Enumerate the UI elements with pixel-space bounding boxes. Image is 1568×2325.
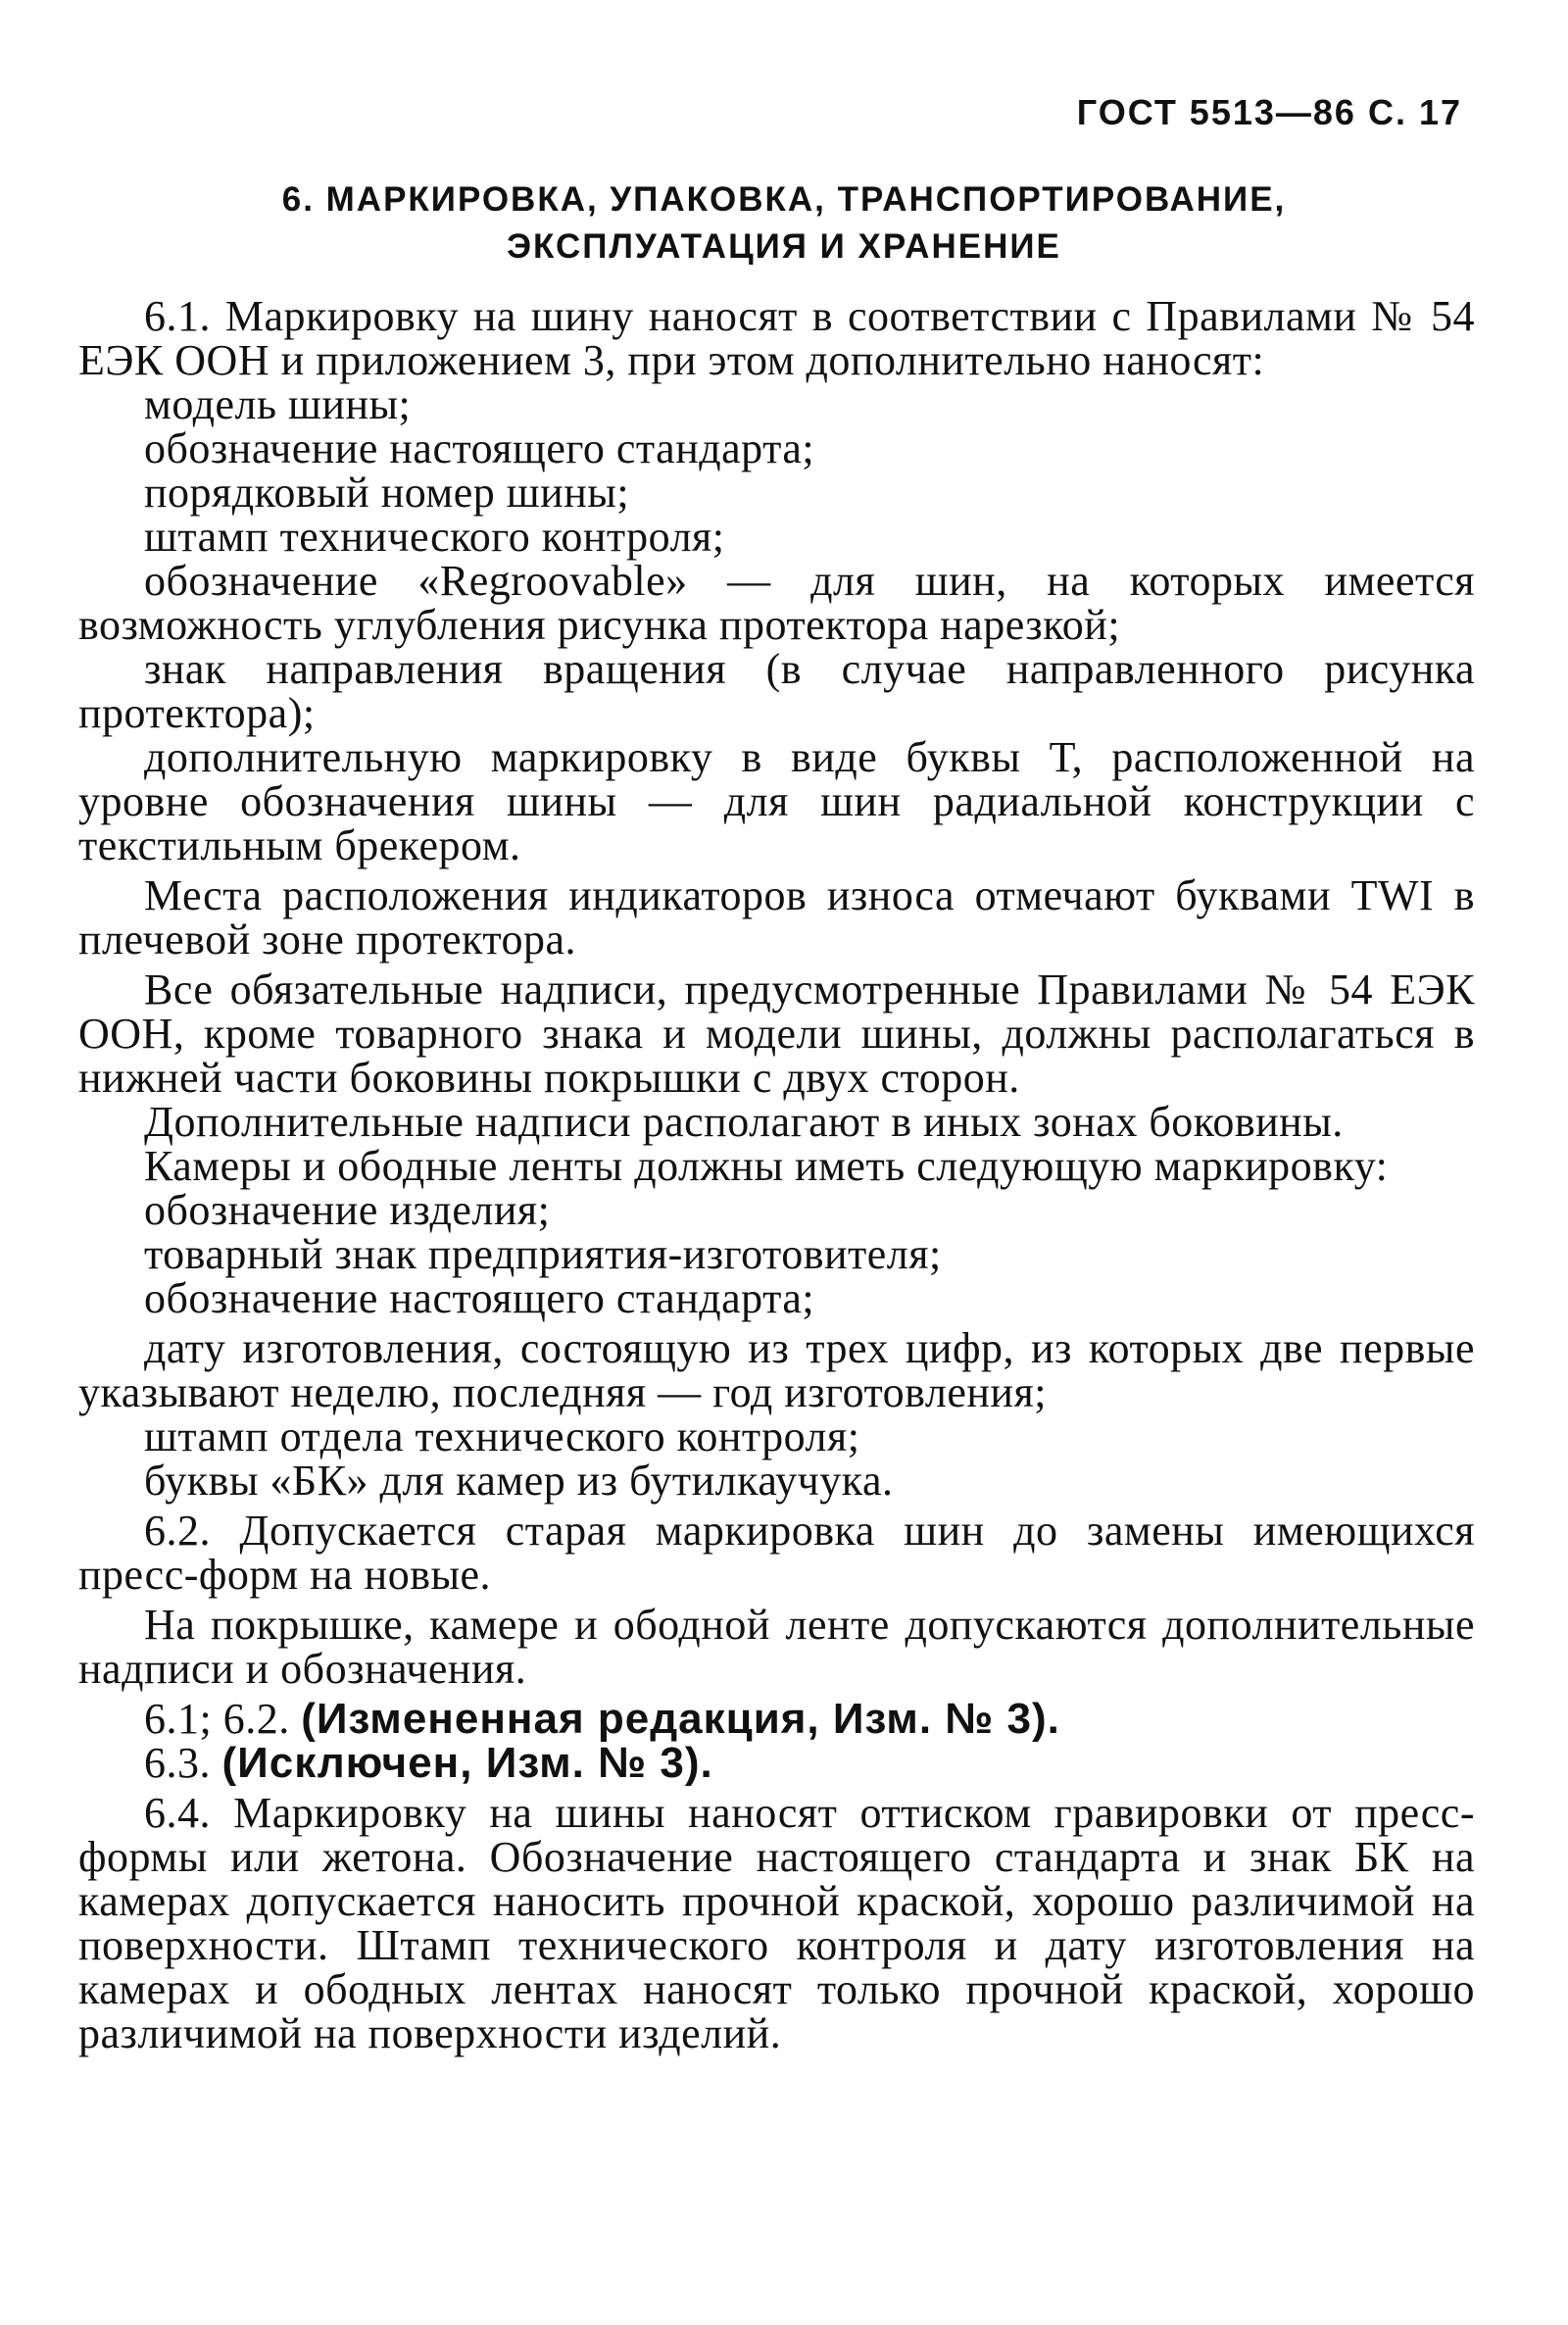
list-item: обозначение изделия; (144, 1186, 551, 1234)
list-item: буквы «БК» для камер из бутилкаучука. (144, 1457, 894, 1505)
paragraph-6-4: 6.4. Маркировку на шины наносят оттиском гравировки от пресс-формы или жетона. Обозначение настоящего стандарта и знак БК на камерах допускается наносить прочной краской, хорошо различимой на поверхности. Штамп технического контроля и дату изготовления на камерах и ободных лентах наносят только прочной краской, хорошо различимой на поверхности изделий. (78, 1789, 1475, 2057)
paragraph: На покрышке, камере и ободной ленте допускаются дополнительные надписи и обозначения. (78, 1601, 1475, 1693)
list-item: обозначение «Regroovable» — для шин, на которых имеется возможность углубления рисунка протектора нарезкой; (78, 557, 1475, 649)
paragraph-6-2: 6.2. Допускается старая маркировка шин до замены имеющихся пресс-форм на новые. (78, 1507, 1475, 1599)
list-item: порядковый номер шины; (144, 469, 630, 517)
amendment-ref-2: 6.3. (144, 1739, 211, 1787)
list-item: знак направления вращения (в случае направленного рисунка протектора); (78, 645, 1475, 737)
amendment-ref-1: 6.1; 6.2. (144, 1695, 290, 1743)
amendment-text-2: (Исключен, Изм. № 3). (221, 1739, 713, 1787)
paragraph: Дополнительные надписи располагают в иных зонах боковины. (144, 1098, 1344, 1146)
list-item: модель шины; (144, 380, 412, 428)
paragraph-6-1: 6.1. Маркировку на шину наносят в соответствии с Правилами № 54 ЕЭК ООН и приложением 3, при этом дополнительно наносят: (78, 292, 1475, 384)
paragraph: Все обязательные надписи, предусмотренные Правилами № 54 ЕЭК ООН, кроме товарного знака и модели шины, должны располагаться в нижней части боковины покрышки с двух сторон. (78, 965, 1475, 1102)
list-item: дату изготовления, состоящую из трех цифр, из которых две первые указывают неделю, последняя — год изготовления; (78, 1324, 1475, 1416)
amendment-note-1 (78, 1697, 1475, 1741)
list-item: штамп отдела технического контроля; (144, 1412, 860, 1460)
paragraph: Места расположения индикаторов износа отмечают буквами TWI в плечевой зоне протектора. (78, 871, 1475, 964)
amendment-text-1: (Измененная редакция, Изм. № 3). (301, 1695, 1060, 1743)
list-item: товарный знак предприятия-изготовителя; (144, 1230, 942, 1278)
list-item: дополнительную маркировку в виде буквы Т, расположенной на уровне обозначения шины — для шин радиальной конструкции с текстильным брекером. (78, 733, 1475, 869)
list-item: обозначение настоящего стандарта; (144, 424, 815, 472)
list-item: обозначение настоящего стандарта; (144, 1274, 815, 1322)
page-header-standard-ref: ГОСТ 5513—86 С. 17 (1076, 92, 1462, 132)
paragraph: Камеры и ободные ленты должны иметь следующую маркировку: (144, 1142, 1389, 1190)
list-item: штамп технического контроля; (144, 513, 725, 561)
section-title-line-1: 6. МАРКИРОВКА, УПАКОВКА, ТРАНСПОРТИРОВАНИЕ, (281, 180, 1287, 219)
amendment-note-2 (78, 1741, 1475, 1785)
section-title-line-2: ЭКСПЛУАТАЦИЯ И ХРАНЕНИЕ (507, 227, 1061, 266)
document-body (78, 294, 1475, 2055)
section-title (78, 176, 1490, 271)
